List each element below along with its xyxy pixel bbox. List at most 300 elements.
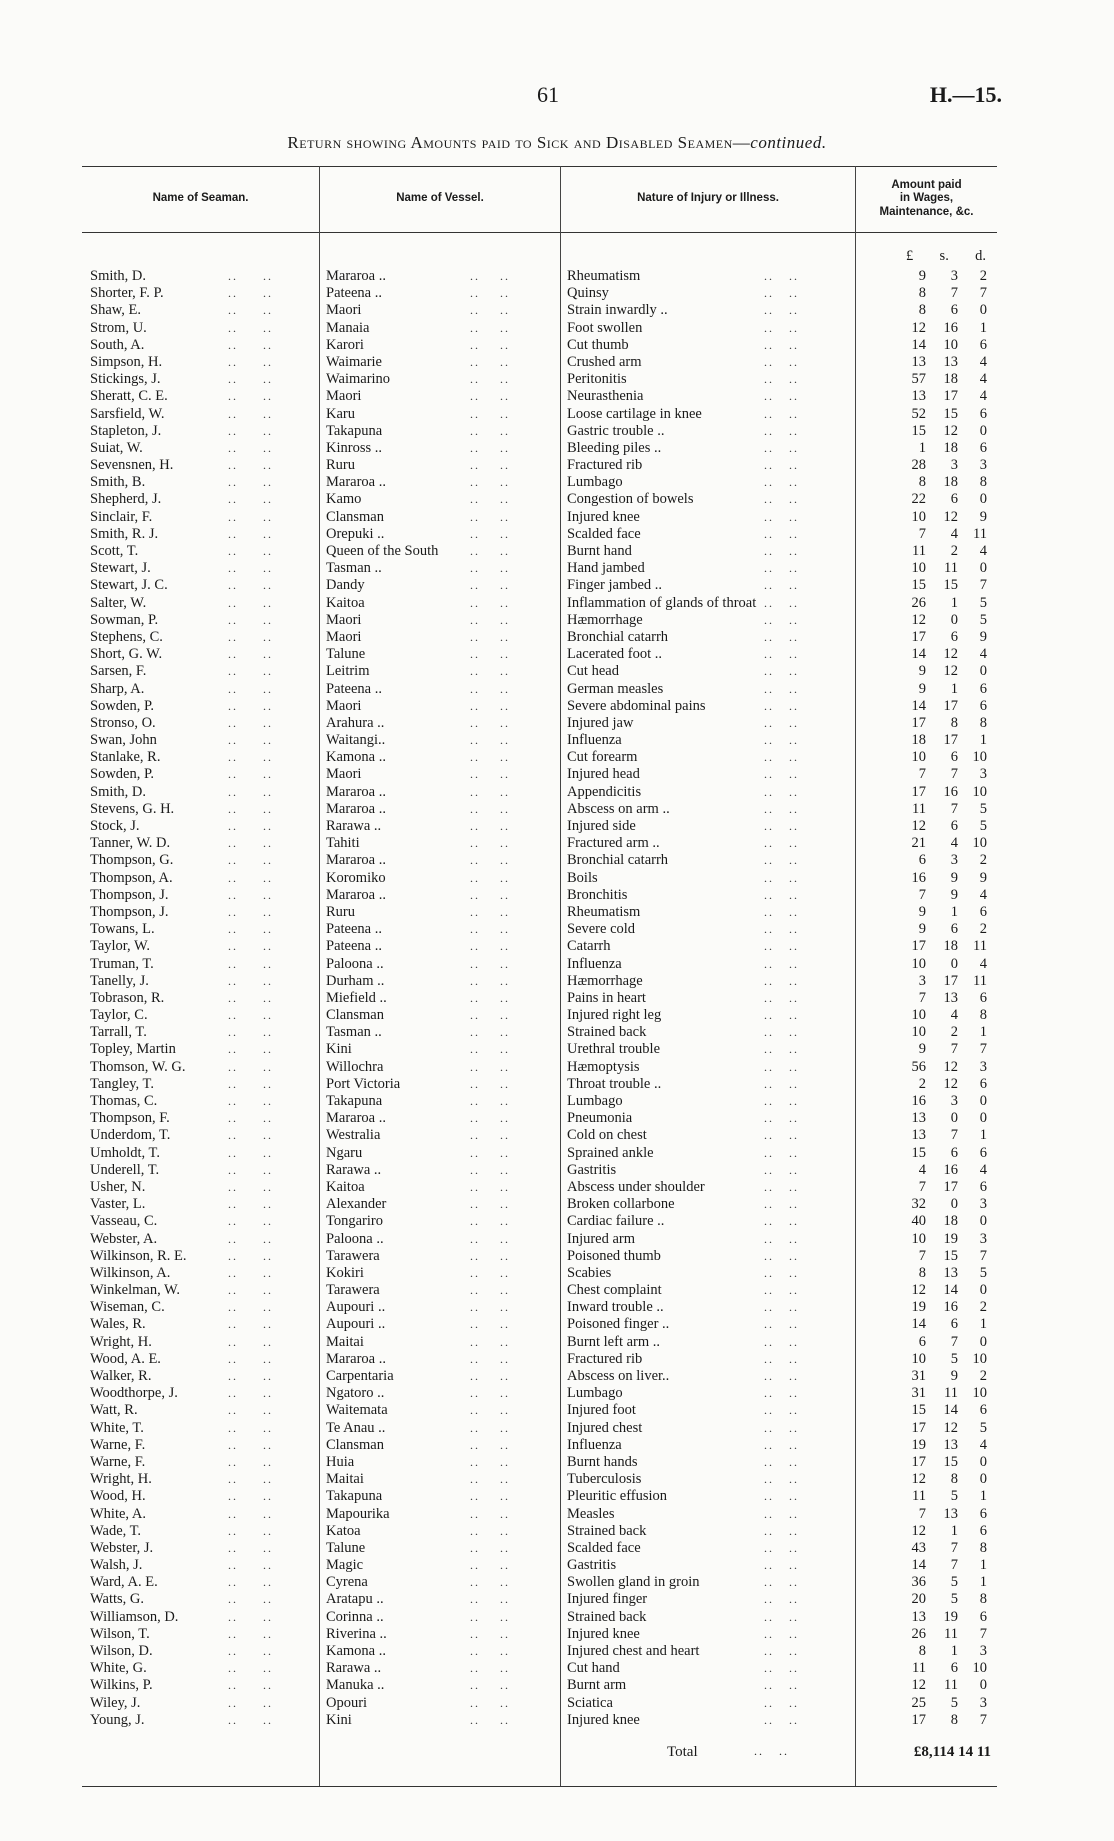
leader-dots: .. .. — [228, 1437, 273, 1452]
injury-description: Strained back — [567, 1608, 647, 1625]
seaman-name: Warne, F. — [90, 1436, 146, 1453]
leader-dots: .. .. — [764, 1145, 799, 1160]
amount-pounds: 7 — [918, 766, 926, 783]
amount-pence: 2 — [979, 921, 987, 938]
injury-description: Fractured rib — [567, 1350, 643, 1367]
leader-dots: .. .. — [764, 715, 799, 730]
amount-pence: 4 — [979, 1161, 987, 1178]
amount-pence: 0 — [979, 302, 987, 319]
seaman-name: Tanner, W. D. — [90, 835, 171, 852]
leader-dots: .. .. — [228, 440, 273, 455]
seaman-name: Tangley, T. — [90, 1075, 154, 1092]
leader-dots: .. .. — [470, 1472, 510, 1487]
seaman-name: Stevens, G. H. — [90, 800, 175, 817]
injury-description: Injured head — [567, 766, 640, 783]
leader-dots: .. .. — [470, 492, 510, 507]
leader-dots: .. .. — [228, 578, 273, 593]
leader-dots: .. .. — [470, 1179, 510, 1194]
table-row — [0, 1127, 1114, 1144]
leader-dots: .. .. — [764, 423, 799, 438]
amount-shillings: 17 — [943, 388, 958, 405]
table-row — [0, 1385, 1114, 1402]
injury-description: Cut forearm — [567, 749, 638, 766]
seaman-name: Underdom, T. — [90, 1127, 171, 1144]
amount-shillings: 6 — [950, 628, 958, 645]
injury-description: Injured knee — [567, 1625, 640, 1642]
leader-dots: .. .. — [228, 767, 273, 782]
vessel-name: Rarawa .. — [326, 1660, 382, 1677]
leader-dots: .. .. — [764, 1454, 799, 1469]
table-row — [0, 629, 1114, 646]
amount-pounds: 9 — [918, 921, 926, 938]
amount-shillings: 18 — [943, 938, 958, 955]
table-row — [0, 1299, 1114, 1316]
vessel-name: Koromiko — [326, 869, 386, 886]
amount-shillings: 8 — [950, 1711, 958, 1728]
injury-description: Pneumonia — [567, 1110, 633, 1127]
table-row — [0, 1041, 1114, 1058]
vessel-name: Aratapu .. — [326, 1591, 384, 1608]
vessel-name: Tarawera — [326, 1282, 380, 1299]
amount-shillings: 13 — [943, 1505, 958, 1522]
vessel-name: Waimarino — [326, 371, 391, 388]
table-row — [0, 1351, 1114, 1368]
leader-dots: .. .. — [470, 612, 510, 627]
table-row — [0, 938, 1114, 955]
leader-dots: .. .. — [764, 1609, 799, 1624]
vessel-name: Kaitoa — [326, 594, 365, 611]
amount-shillings: 7 — [950, 766, 958, 783]
leader-dots: .. .. — [228, 1214, 273, 1229]
amount-pounds: 9 — [918, 663, 926, 680]
injury-description: Cardiac failure .. — [567, 1213, 665, 1230]
leader-dots: .. .. — [228, 1592, 273, 1607]
injury-description: Abscess on arm .. — [567, 800, 670, 817]
amount-pence: 2 — [979, 852, 987, 869]
injury-description: Sciatica — [567, 1694, 613, 1711]
leader-dots: .. .. — [228, 492, 273, 507]
amount-pounds: 15 — [911, 1402, 926, 1419]
injury-description: Lumbago — [567, 1093, 623, 1109]
seaman-name: Suiat, W. — [90, 439, 143, 456]
leader-dots: .. .. — [470, 629, 510, 644]
leader-dots: .. .. — [764, 1334, 799, 1349]
amount-pounds: 26 — [911, 1625, 926, 1642]
vessel-name: Kini — [326, 1711, 352, 1728]
leader-dots: .. .. — [470, 1334, 510, 1349]
leader-dots: .. .. — [764, 767, 799, 782]
leader-dots: .. .. — [764, 1025, 799, 1040]
amount-pounds: 31 — [911, 1385, 926, 1402]
amount-pence: 10 — [972, 835, 987, 852]
amount-shillings: 7 — [950, 285, 958, 302]
amount-pence: 3 — [979, 1694, 987, 1711]
table-row — [0, 835, 1114, 852]
leader-dots: .. .. — [764, 733, 799, 748]
leader-dots: .. .. — [228, 1076, 273, 1091]
leader-dots: .. .. — [470, 939, 510, 954]
vessel-name: Ngaru — [326, 1144, 363, 1161]
amount-pounds: 13 — [911, 388, 926, 405]
leader-dots: .. .. — [228, 1712, 273, 1727]
amount-pence: 0 — [979, 1677, 987, 1694]
amount-pounds: 20 — [911, 1591, 926, 1608]
amount-shillings: 12 — [943, 646, 958, 663]
leader-dots: .. .. — [764, 629, 799, 644]
leader-dots: .. .. — [228, 1351, 273, 1366]
vessel-name: Waitemata — [326, 1402, 388, 1419]
leader-dots: .. .. — [470, 320, 510, 335]
leader-dots: .. .. — [470, 1644, 510, 1658]
leader-dots: .. .. — [754, 1744, 789, 1758]
amount-shillings: 12 — [943, 1075, 958, 1092]
leader-dots: .. .. — [228, 337, 273, 352]
amount-pounds: 26 — [911, 594, 926, 611]
amount-pence: 10 — [972, 1660, 987, 1677]
table-row — [0, 595, 1114, 612]
amount-pence: 7 — [979, 285, 987, 302]
table-row — [0, 440, 1114, 457]
amount-shillings: 4 — [950, 525, 958, 542]
amount-pence: 7 — [979, 1041, 987, 1058]
leader-dots: .. .. — [764, 544, 799, 558]
injury-description: Burnt left arm .. — [567, 1333, 661, 1350]
total-row — [0, 1744, 1114, 1764]
leader-dots: .. .. — [764, 1489, 799, 1504]
table-top-rule — [82, 166, 997, 167]
injury-description: Poisoned finger .. — [567, 1316, 670, 1333]
injury-description: Congestion of bowels — [567, 491, 694, 508]
amount-pence: 0 — [979, 491, 987, 508]
amount-shillings: 8 — [950, 714, 958, 731]
seaman-name: Smith, D. — [90, 268, 146, 284]
seaman-name: Sowman, P. — [90, 611, 159, 628]
leader-dots: .. .. — [764, 1179, 799, 1194]
injury-description: Hæmorrhage — [567, 611, 643, 628]
amount-pounds: 13 — [911, 1608, 926, 1625]
injury-description: Crushed arm — [567, 353, 642, 370]
leader-dots: .. .. — [228, 544, 273, 558]
injury-description: Cut head — [567, 663, 619, 680]
leader-dots: .. .. — [764, 1540, 799, 1555]
table-row — [0, 973, 1114, 990]
leader-dots: .. .. — [470, 801, 510, 816]
table-row — [0, 1454, 1114, 1471]
currency-units — [906, 248, 986, 265]
vessel-name: Riverina .. — [326, 1625, 387, 1642]
leader-dots: .. .. — [470, 1712, 510, 1727]
table-row — [0, 423, 1114, 440]
leader-dots: .. .. — [764, 492, 799, 507]
table-row — [0, 337, 1114, 354]
vessel-name: Arahura .. — [326, 714, 385, 731]
amount-shillings: 12 — [943, 1058, 958, 1075]
leader-dots: .. .. — [764, 1128, 799, 1143]
leader-dots: .. .. — [470, 337, 510, 352]
injury-description: Abscess on liver.. — [567, 1368, 670, 1384]
seaman-name: White, A. — [90, 1505, 146, 1522]
leader-dots: .. .. — [764, 1300, 799, 1315]
leader-dots: .. .. — [764, 1197, 799, 1212]
amount-shillings: 6 — [950, 1660, 958, 1677]
total-label: Total — [667, 1744, 698, 1760]
amount-shillings: 1 — [950, 680, 958, 697]
table-row — [0, 1506, 1114, 1523]
leader-dots: .. .. — [470, 1661, 510, 1676]
amount-shillings: 11 — [944, 1385, 958, 1402]
amount-shillings: 6 — [950, 921, 958, 938]
amount-shillings: 6 — [950, 749, 958, 766]
leader-dots: .. .. — [228, 1059, 273, 1074]
leader-dots: .. .. — [470, 354, 510, 369]
table-row — [0, 457, 1114, 474]
vessel-name: Mararoa .. — [326, 800, 386, 817]
leader-dots: .. .. — [470, 1248, 510, 1263]
leader-dots: .. .. — [470, 681, 510, 696]
vessel-name: Maori — [326, 302, 362, 319]
leader-dots: .. .. — [228, 509, 273, 524]
injury-description: Fractured rib — [567, 457, 643, 474]
vessel-name: Willochra — [326, 1058, 384, 1075]
amount-pounds: 12 — [911, 611, 926, 628]
seaman-name: Umholdt, T. — [90, 1144, 160, 1161]
leader-dots: .. .. — [470, 1076, 510, 1091]
vessel-name: Westralia — [326, 1127, 381, 1144]
leader-dots: .. .. — [764, 956, 799, 971]
table-row — [0, 474, 1114, 491]
vessel-name: Karu — [326, 405, 355, 422]
leader-dots: .. .. — [764, 1678, 799, 1693]
amount-shillings: 7 — [950, 1127, 958, 1144]
injury-description: Bleeding piles .. — [567, 439, 662, 456]
vessel-name: Maori — [326, 697, 362, 714]
vessel-name: Opouri — [326, 1694, 368, 1711]
amount-shillings: 0 — [950, 955, 958, 972]
amount-shillings: 3 — [950, 1093, 958, 1109]
amount-pounds: 14 — [911, 336, 926, 353]
pounds-unit: £ — [906, 248, 914, 264]
seaman-name: South, A. — [90, 336, 145, 353]
leader-dots: .. .. — [228, 1609, 273, 1624]
vessel-name: Waitangi.. — [326, 732, 386, 749]
amount-pence: 3 — [979, 1058, 987, 1075]
table-row — [0, 1179, 1114, 1196]
amount-shillings: 12 — [943, 422, 958, 439]
vessel-name: Ngatoro .. — [326, 1385, 385, 1402]
amount-pounds: 10 — [911, 560, 926, 577]
leader-dots: .. .. — [470, 1678, 510, 1693]
table-row — [0, 1282, 1114, 1299]
vessel-name: Rarawa .. — [326, 818, 382, 834]
leader-dots: .. .. — [470, 1540, 510, 1555]
leader-dots: .. .. — [764, 973, 799, 988]
leader-dots: .. .. — [470, 458, 510, 473]
leader-dots: .. .. — [764, 1008, 799, 1023]
injury-description: Tuberculosis — [567, 1471, 642, 1488]
table-row — [0, 1591, 1114, 1608]
leader-dots: .. .. — [228, 458, 273, 473]
amount-pence: 3 — [979, 1643, 987, 1659]
leader-dots: .. .. — [228, 1265, 273, 1280]
vessel-name: Tasman .. — [326, 560, 382, 577]
table-row — [0, 354, 1114, 371]
amount-pounds: 11 — [912, 1660, 926, 1677]
injury-description: Strained back — [567, 1024, 647, 1041]
injury-description: Hæmoptysis — [567, 1058, 640, 1075]
amount-pence: 7 — [979, 1711, 987, 1728]
leader-dots: .. .. — [470, 819, 510, 833]
table-row — [0, 560, 1114, 577]
vessel-name: Leitrim — [326, 663, 370, 680]
amount-pence: 5 — [979, 1264, 987, 1281]
amount-pence: 6 — [979, 680, 987, 697]
leader-dots: .. .. — [228, 1369, 273, 1383]
amount-pence: 0 — [979, 1282, 987, 1299]
leader-dots: .. .. — [764, 990, 799, 1005]
seaman-name: Strom, U. — [90, 319, 147, 336]
seaman-name: Thompson, J. — [90, 903, 169, 920]
vessel-name: Waimarie — [326, 353, 382, 370]
table-row — [0, 1677, 1114, 1694]
table-row — [0, 577, 1114, 594]
amount-pence: 4 — [979, 371, 987, 388]
amount-shillings: 7 — [950, 1333, 958, 1350]
leader-dots: .. .. — [764, 1592, 799, 1607]
injury-description: Poisoned thumb — [567, 1247, 661, 1264]
vessel-name: Magic — [326, 1557, 364, 1574]
leader-dots: .. .. — [228, 664, 273, 679]
seaman-name: Watt, R. — [90, 1402, 138, 1419]
leader-dots: .. .. — [764, 1111, 799, 1126]
leader-dots: .. .. — [764, 922, 799, 937]
injury-description: Injured chest — [567, 1419, 643, 1436]
leader-dots: .. .. — [764, 1626, 799, 1641]
injury-description: Injured foot — [567, 1402, 636, 1419]
table-row — [0, 1059, 1114, 1076]
amount-pounds: 14 — [911, 1316, 926, 1333]
leader-dots: .. .. — [228, 698, 273, 713]
vessel-name: Mararoa .. — [326, 783, 386, 800]
leader-dots: .. .. — [228, 354, 273, 369]
header-amount: Amount paid in Wages, Maintenance, &c. — [879, 179, 974, 218]
leader-dots: .. .. — [470, 406, 510, 421]
table-row — [0, 1557, 1114, 1574]
injury-description: Burnt arm — [567, 1677, 627, 1694]
amount-pounds: 40 — [911, 1213, 926, 1230]
amount-pounds: 25 — [911, 1694, 926, 1711]
leader-dots: .. .. — [764, 1369, 799, 1383]
amount-shillings: 0 — [950, 611, 958, 628]
amount-pounds: 32 — [911, 1196, 926, 1213]
amount-pounds: 17 — [911, 628, 926, 645]
leader-dots: .. .. — [228, 647, 273, 662]
leader-dots: .. .. — [470, 578, 510, 593]
injury-description: Hand jambed — [567, 560, 645, 577]
table-row — [0, 904, 1114, 921]
leader-dots: .. .. — [228, 1661, 273, 1676]
leader-dots: .. .. — [228, 1248, 273, 1263]
leader-dots: .. .. — [470, 973, 510, 988]
injury-description: Influenza — [567, 1436, 622, 1453]
seaman-name: Shaw, E. — [90, 302, 142, 319]
amount-shillings: 15 — [943, 577, 958, 594]
seaman-name: Ward, A. E. — [90, 1574, 158, 1591]
leader-dots: .. .. — [470, 1317, 510, 1332]
leader-dots: .. .. — [764, 1248, 799, 1263]
leader-dots: .. .. — [764, 887, 799, 902]
amount-pence: 8 — [979, 1591, 987, 1608]
injury-description: Cut thumb — [567, 336, 629, 353]
leader-dots: .. .. — [764, 526, 799, 541]
amount-pence: 1 — [979, 1557, 987, 1574]
amount-pounds: 7 — [918, 1178, 926, 1195]
leader-dots: .. .. — [764, 286, 799, 301]
table-row — [0, 749, 1114, 766]
leader-dots: .. .. — [470, 836, 510, 851]
amount-pounds: 10 — [911, 508, 926, 525]
amount-shillings: 1 — [950, 903, 958, 920]
leader-dots: .. .. — [470, 1454, 510, 1469]
vessel-name: Maitai — [326, 1471, 364, 1488]
amount-pounds: 22 — [911, 491, 926, 508]
leader-dots: .. .. — [228, 303, 273, 318]
leader-dots: .. .. — [228, 595, 273, 610]
amount-pounds: 7 — [918, 525, 926, 542]
leader-dots: .. .. — [764, 1644, 799, 1658]
amount-pence: 8 — [979, 1539, 987, 1556]
amount-pence: 1 — [979, 1024, 987, 1041]
table-row — [0, 1196, 1114, 1213]
leader-dots: .. .. — [764, 1076, 799, 1091]
amount-pence: 9 — [979, 628, 987, 645]
amount-pounds: 13 — [911, 1127, 926, 1144]
amount-shillings: 8 — [950, 1471, 958, 1488]
amount-pence: 0 — [979, 1333, 987, 1350]
amount-shillings: 9 — [950, 1368, 958, 1384]
leader-dots: .. .. — [470, 853, 510, 868]
amount-pounds: 10 — [911, 1007, 926, 1024]
amount-pounds: 10 — [911, 1230, 926, 1247]
amount-shillings: 13 — [943, 1436, 958, 1453]
leader-dots: .. .. — [764, 1472, 799, 1487]
amount-pounds: 11 — [912, 800, 926, 817]
leader-dots: .. .. — [228, 904, 273, 919]
amount-shillings: 5 — [950, 1574, 958, 1591]
leader-dots: .. .. — [764, 647, 799, 662]
vessel-name: Mararoa .. — [326, 852, 386, 869]
amount-pounds: 15 — [911, 577, 926, 594]
amount-pence: 6 — [979, 1075, 987, 1092]
amount-pence: 3 — [979, 457, 987, 474]
leader-dots: .. .. — [470, 303, 510, 318]
leader-dots: .. .. — [470, 767, 510, 782]
seaman-name: Thompson, J. — [90, 886, 169, 903]
injury-description: Injured jaw — [567, 714, 634, 731]
amount-pence: 0 — [979, 560, 987, 577]
leader-dots: .. .. — [228, 1420, 273, 1435]
leader-dots: .. .. — [470, 1128, 510, 1143]
leader-dots: .. .. — [470, 1489, 510, 1504]
amount-pounds: 10 — [911, 1024, 926, 1041]
leader-dots: .. .. — [470, 1351, 510, 1366]
leader-dots: .. .. — [470, 956, 510, 971]
amount-pounds: 16 — [911, 869, 926, 886]
vessel-name: Manaia — [326, 319, 370, 336]
table-row — [0, 612, 1114, 629]
seaman-name: Wales, R. — [90, 1316, 146, 1333]
leader-dots: .. .. — [228, 372, 273, 387]
amount-pounds: 12 — [911, 1522, 926, 1539]
